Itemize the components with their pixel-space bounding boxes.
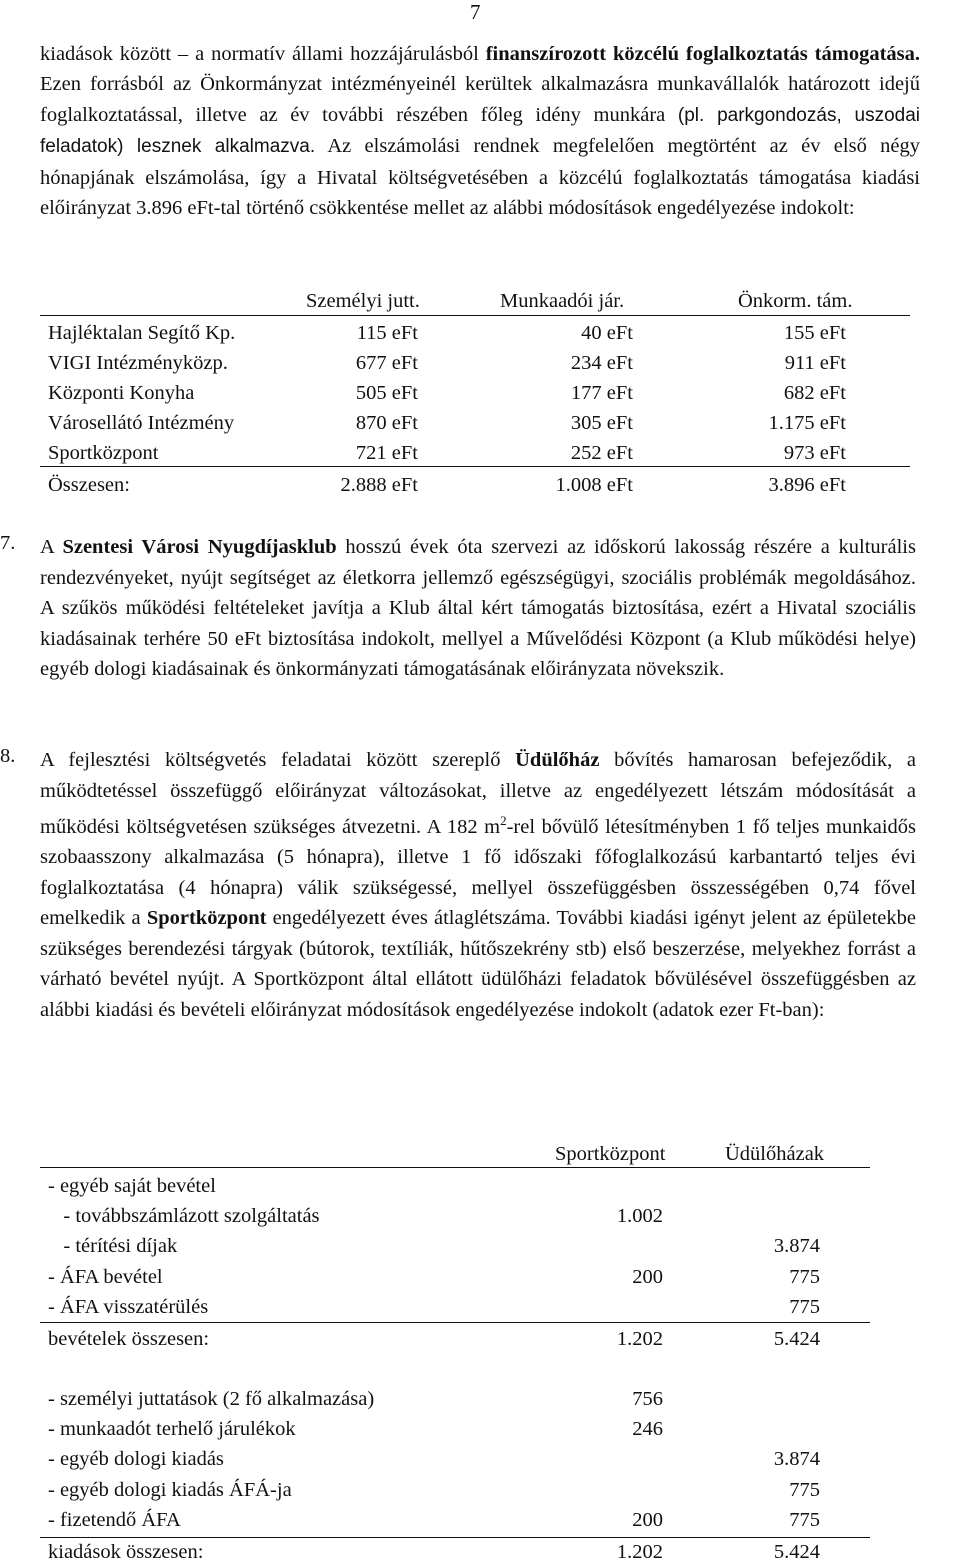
section-8-superscript: 2: [500, 813, 507, 828]
table1-top-rule: [40, 315, 910, 316]
intro-text-1: kiadások között – a normatív állami hozzájárulásból: [40, 43, 486, 65]
section-8-number: 8.: [0, 745, 16, 767]
section-8-text: [40, 745, 916, 1025]
intro-sans-text: (pl. parkgondozás, uszodai feladatok) lesznek alkalmazva.: [40, 104, 920, 158]
table2-expense-total: [48, 1537, 868, 1567]
table2-row-label: - egyéb dologi kiadás: [48, 1448, 224, 1471]
table2-row-label: - személyi juttatások (2 fő alkalmazása): [48, 1388, 375, 1410]
table2-header-row: [48, 1139, 868, 1169]
table2-row-label: - térítési díjak: [48, 1235, 178, 1258]
table1-cell-support: 155 eFt: [783, 322, 846, 344]
table2-row-label: - egyéb saját bevétel: [48, 1175, 216, 1197]
table2-row: [48, 1201, 868, 1231]
table2-row: [48, 1384, 868, 1414]
table2-income-total-label: bevételek összesen:: [48, 1328, 210, 1350]
table1-cell-employer: 177 eFt: [570, 382, 633, 404]
table2-row-label: - ÁFA bevétel: [48, 1265, 163, 1288]
section-8-bold-2: Sportközpont: [146, 907, 267, 930]
intro-paragraph: [40, 39, 920, 223]
table1-cell-support: 973 eFt: [783, 442, 846, 464]
table2-top-rule: [40, 1167, 870, 1168]
table2-income-total-sport: 1.202: [616, 1328, 663, 1350]
table1-bottom-rule: [40, 466, 910, 467]
section-7-text: [40, 532, 916, 685]
table1-total-label: Összesen:: [48, 474, 130, 496]
table1-cell-name: Központi Konyha: [48, 382, 195, 404]
table2-row-holiday: 775: [789, 1265, 820, 1288]
table2-header-sport: Sportközpont: [555, 1143, 666, 1165]
table1-header-support: Önkorm. tám.: [738, 290, 853, 312]
table1-cell-name: Sportközpont: [48, 442, 159, 464]
table1-total-support: 3.896 eFt: [768, 474, 846, 496]
table1-cell-employer: 40 eFt: [581, 322, 633, 344]
table2-row-label: - ÁFA visszatérülés: [48, 1295, 209, 1318]
table2-row-label: - munkaadót terhelő járulékok: [48, 1418, 296, 1441]
table1-cell-personal: 505 eFt: [355, 382, 418, 404]
table2-row-sport: 1.002: [616, 1205, 663, 1228]
table2-income-rule: [40, 1322, 870, 1323]
table1-cell-personal: 870 eFt: [355, 412, 418, 434]
section-7-text-a: A: [40, 536, 63, 558]
table1-cell-support: 911 eFt: [784, 352, 846, 374]
table2-row: [48, 1505, 868, 1535]
table1-cell-employer: 234 eFt: [570, 352, 633, 374]
table2-row-holiday: 775: [789, 1478, 820, 1501]
table1-cell-employer: 252 eFt: [570, 442, 633, 464]
table2-row-holiday: 3.874: [773, 1235, 820, 1258]
section-8-text-d: engedélyezett éves átlaglétszáma. További kiadási igényt jelent az épületekbe szükséges berendezési tárgyak (bútorok, textíliák, hűtőszekrény stb) első beszerzése, melyekhez forrást a várható bevétel nyújt. A Sportközpont által ellátott üdülőházi feladatok bővülésével összefüggésben az alábbi kiadási és bevételi előirányzat módosítások engedélyezése indokolt (adatok ezer Ft-ban):: [40, 907, 916, 1021]
table2-expense-total-holiday: 5.424: [773, 1541, 820, 1563]
table2-row-sport: 756: [632, 1388, 663, 1410]
section-7-bold: Szentesi Városi Nyugdíjasklub: [62, 536, 337, 558]
table2-row-sport: 246: [632, 1418, 663, 1441]
table2-row: [48, 1414, 868, 1444]
table1-cell-support: 682 eFt: [783, 382, 846, 404]
section-8-text-c: -rel bővülő létesítményben 1 fő teljes munkaidős szobaasszony alkalmazása (5 hónapra), illetve 1 fő időszaki főfoglalkozású karbantartó teljes évi foglalkoztatása (4 hónapra) válik szükségessé, mellyel összefüggésben összességében 0,74 fővel emelkedik a: [40, 815, 916, 930]
section-8-text-a: A fejlesztési költségvetés feladatai között szereplő: [40, 749, 516, 771]
section-8-text-b: bővítés hamarosan befejeződik, a működtetéssel összefüggő előirányzat változásokat, illetve az engedélyezett létszám módosítását a működési költségvetésen szükséges átvezetni. A 182 m: [40, 749, 916, 838]
table2-row-label: - fizetendő ÁFA: [48, 1508, 181, 1531]
table2-row: [48, 1292, 868, 1322]
table1-cell-personal: 677 eFt: [355, 352, 418, 374]
intro-text-2: Ezen forrásból az Önkormányzat intézményeinél kerültek alkalmazásra munkavállalók határozott idejű foglalkoztatással, illetve az év további részében főleg idény munkára: [40, 73, 920, 126]
table2-income-total-holiday: 5.424: [773, 1328, 820, 1350]
table2-income-total: [48, 1324, 868, 1354]
table1-cell-personal: 115 eFt: [356, 322, 418, 344]
table2-header-holiday: Üdülőházak: [725, 1143, 825, 1165]
table2-row-sport: 200: [632, 1265, 663, 1288]
table2-row-sport: 200: [632, 1508, 663, 1531]
table1-cell-personal: 721 eFt: [355, 442, 418, 464]
table2-row: [48, 1444, 868, 1474]
table2-row-holiday: 775: [789, 1508, 820, 1531]
table1-cell-name: Városellátó Intézmény: [48, 412, 235, 434]
intro-bold: finanszírozott közcélú foglalkoztatás támogatása.: [485, 43, 921, 65]
table1-cell-employer: 305 eFt: [570, 412, 633, 434]
table1-header-personal: Személyi jutt.: [306, 290, 420, 312]
table1-total-personal: 2.888 eFt: [340, 474, 418, 496]
section-7-number: 7.: [0, 532, 16, 554]
table2-row: [48, 1171, 868, 1201]
section-7-text-rest: hosszú évek óta szervezi az időskorú lakosság részére a kulturális rendezvényeket, nyújt segítséget az életkorra jellemző egészségügyi, szociális problémák megoldásához. A szűkös működési feltételeket javítja a Klub által kért támogatás biztosítása, ezért a Hivatal szociális kiadásainak terhére 50 eFt biztosítása indokolt, mellyel a Művelődési Központ (a Klub működési helye) egyéb dologi kiadásainak és önkormányzati támogatásának előirányzata növekszik.: [40, 536, 916, 680]
table1-total-employer: 1.008 eFt: [555, 474, 633, 496]
page-number: 7: [470, 0, 481, 24]
table2-row-label: - továbbszámlázott szolgáltatás: [48, 1205, 320, 1228]
table2-row-label: - egyéb dologi kiadás ÁFÁ-ja: [48, 1478, 292, 1501]
section-8-bold-1: Üdülőház: [515, 749, 600, 771]
table2-expense-total-sport: 1.202: [616, 1541, 663, 1563]
table2-row-holiday: 3.874: [773, 1448, 820, 1471]
table2-row-holiday: 775: [789, 1295, 820, 1318]
table2-row: [48, 1262, 868, 1292]
table1-cell-name: VIGI Intézményközp.: [48, 352, 228, 374]
intro-text-3: Az elszámolási rendnek megfelelően megtörtént az év első négy hónapjának elszámolása, így a Hivatal költségvetésében a közcélú foglalkoztatás támogatása kiadási előirányzat 3.896 eFt-tal történő csökkentése mellet az alábbi módosítások engedélyezése indokolt:: [40, 135, 920, 220]
table1-cell-name: Hajléktalan Segítő Kp.: [48, 322, 236, 344]
table1-header-employer: Munkaadói jár.: [500, 290, 625, 312]
table2-expense-total-label: kiadások összesen:: [48, 1541, 204, 1563]
table1-cell-support: 1.175 eFt: [768, 412, 846, 434]
table2-row: [48, 1231, 868, 1261]
table2-row: [48, 1475, 868, 1505]
